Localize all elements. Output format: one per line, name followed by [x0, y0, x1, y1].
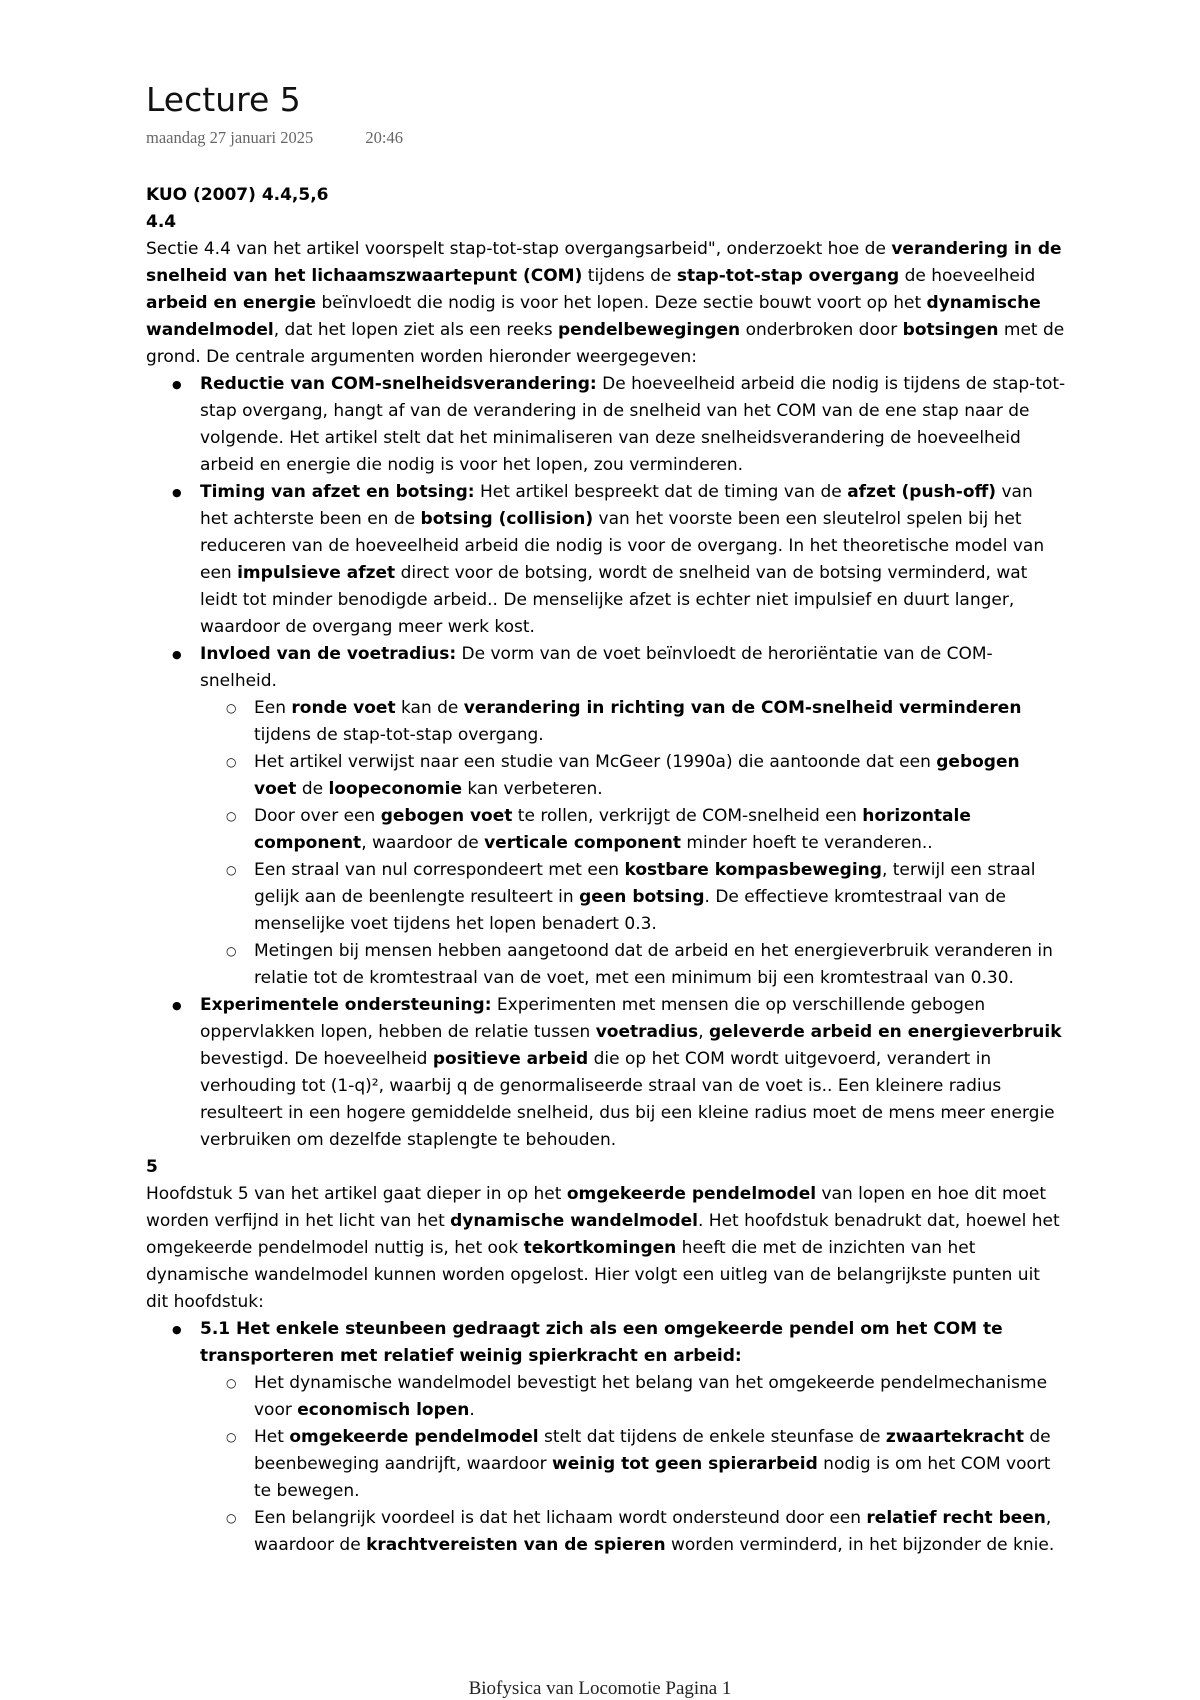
bullet-text [200, 1316, 1066, 1370]
text-run: Hoofdstuk 5 van het artikel gaat dieper in op het [146, 1184, 567, 1204]
text-run: , waardoor de [361, 833, 485, 853]
section-4-4-intro [146, 236, 1066, 371]
note-time: 20:46 [365, 128, 403, 147]
text-run: onderbroken door [740, 320, 903, 340]
bold-text: tekortkomingen [523, 1238, 677, 1258]
bold-text: ronde voet [291, 698, 396, 718]
section-4-4-bullets [146, 371, 1066, 1154]
text-run: Een belangrijk voordeel is dat het lichaam wordt ondersteund door een [254, 1508, 867, 1528]
note-date: maandag 27 januari 2025 [146, 128, 314, 147]
bold-text: gebogen voet [254, 752, 1020, 799]
text-run: , [698, 1022, 709, 1042]
sub-bullet-item [200, 695, 1066, 749]
text-run: Metingen bij mensen hebben aangetoond dat de arbeid en het energieverbruik veranderen in relatie tot de kromtestraal van de voet, met een minimum bij een kromtestraal van 0.30. [254, 941, 1053, 988]
section-5-bullets [146, 1316, 1066, 1559]
text-run: de beenbeweging aandrijft, waardoor [254, 1427, 1051, 1474]
text-run: die op het COM wordt uitgevoerd, verandert in verhouding tot (1-q)², waarbij q de genormaliseerde straal van de voet is.. Een kleinere radius resulteert in een hogere gemiddelde snelheid, dus bij een kleine radius moet de mens meer energie verbruiken om dezelfde staplengte te behouden. [200, 1049, 1055, 1150]
text-run: kan verbeteren. [461, 779, 603, 799]
bullet-item [146, 641, 1066, 992]
text-run: worden verminderd, in het bijzonder de knie. [665, 1535, 1055, 1555]
bullet-text [200, 479, 1066, 641]
bold-text: positieve arbeid [432, 1049, 589, 1069]
text-run: van het achterste been en de [200, 482, 1033, 529]
bold-text: Experimentele ondersteuning: [200, 995, 492, 1015]
bold-text: impulsieve afzet [237, 563, 396, 583]
text-run: Experimenten met mensen die op verschillende gebogen oppervlakken lopen, hebben de relatie tussen [200, 995, 986, 1042]
text-run: Het dynamische wandelmodel bevestigt het belang van het omgekeerde pendelmechanisme voor [254, 1373, 1048, 1420]
text-run: Het artikel verwijst naar een studie van McGeer (1990a) die aantoonde dat een [254, 752, 937, 772]
bold-text: kostbare kompasbeweging [624, 860, 882, 880]
bold-text: verandering in de snelheid van het lichaamszwaartepunt (COM) [146, 239, 1062, 286]
note-meta [146, 128, 1066, 154]
sub-bullet-item [200, 1370, 1066, 1424]
bold-text: botsing (collision) [420, 509, 594, 529]
bold-text: Reductie van COM-snelheidsverandering: [200, 374, 597, 394]
text-run: , waardoor de [254, 1508, 1052, 1555]
text-run: stelt dat tijdens de enkele steunfase de [538, 1427, 886, 1447]
note-page [146, 78, 1066, 1559]
section-5-intro [146, 1181, 1066, 1316]
text-run: nodig is om het COM voort te bewegen. [254, 1454, 1051, 1501]
bold-text: zwaartekracht [885, 1427, 1024, 1447]
sub-bullet-item [200, 749, 1066, 803]
bold-text: botsingen [902, 320, 999, 340]
text-run: de hoeveelheid [899, 266, 1036, 286]
page-footer: Biofysica van Locomotie Pagina 1 [468, 1678, 732, 1699]
bold-text: loopeconomie [328, 779, 462, 799]
text-run: van het voorste been een sleutelrol spelen bij het reduceren van de hoeveelheid arbeid die nodig is voor de overgang. In het theoretische model van een [200, 509, 1045, 583]
note-body [146, 182, 1066, 1559]
bold-text: geen botsing [579, 887, 705, 907]
sub-bullet-list [200, 695, 1066, 992]
bold-text: verticale component [484, 833, 682, 853]
text-run: , dat het lopen ziet als een reeks [273, 320, 558, 340]
bold-text: relatief recht been [866, 1508, 1046, 1528]
sub-bullet-item [200, 803, 1066, 857]
text-run: tijdens de stap-tot-stap overgang. [254, 725, 544, 745]
bold-text: gebogen voet [380, 806, 513, 826]
text-run: kan de [395, 698, 464, 718]
text-run: tijdens de [582, 266, 677, 286]
bullet-text [200, 992, 1066, 1154]
bullet-item [146, 371, 1066, 479]
text-run: met de grond. De centrale argumenten worden hieronder weergegeven: [146, 320, 1065, 367]
text-run: van lopen en hoe dit moet worden verfijnd in het licht van het [146, 1184, 1047, 1231]
sub-bullet-list [200, 1370, 1066, 1559]
bullet-item [146, 992, 1066, 1154]
text-run: minder hoeft te veranderen.. [681, 833, 933, 853]
bold-text: 5.1 Het enkele steunbeen gedraagt zich als een omgekeerde pendel om het COM te transporteren met relatief weinig spierkracht en arbeid: [200, 1319, 1003, 1366]
bullet-item [146, 1316, 1066, 1559]
bold-text: omgekeerde pendelmodel [566, 1184, 817, 1204]
bold-text: arbeid en energie [146, 293, 317, 313]
text-run: te rollen, verkrijgt de COM-snelheid een [512, 806, 863, 826]
bold-text: krachtvereisten van de spieren [366, 1535, 666, 1555]
sub-bullet-item [200, 857, 1066, 938]
text-run: heeft die met de inzichten van het dynamische wandelmodel kunnen worden opgelost. Hier volgt een uitleg van de belangrijkste punten uit dit hoofdstuk: [146, 1238, 1040, 1312]
sub-bullet-item [200, 1424, 1066, 1505]
section-heading-5: 5 [146, 1157, 158, 1177]
bold-text: horizontale component [254, 806, 971, 853]
text-run: . De effectieve kromtestraal van de menselijke voet tijdens het lopen benadert 0.3. [254, 887, 1006, 934]
sub-bullet-item [200, 938, 1066, 992]
text-run: Door over een [254, 806, 381, 826]
bold-text: economisch lopen [297, 1400, 470, 1420]
source-heading: KUO (2007) 4.4,5,6 [146, 185, 329, 205]
text-run: direct voor de botsing, wordt de snelheid van de botsing verminderd, wat leidt tot minder benodigde arbeid.. De menselijke afzet is echter niet impulsief en duurt langer, waardoor de overgang meer werk kost. [200, 563, 1028, 637]
text-run: Een straal van nul correspondeert met een [254, 860, 625, 880]
bold-text: verandering in richting van de COM-snelheid verminderen [463, 698, 1022, 718]
section-heading-4-4: 4.4 [146, 212, 177, 232]
text-run: Een [254, 698, 292, 718]
text-run: . [469, 1400, 475, 1420]
text-run: Sectie 4.4 van het artikel voorspelt stap-tot-stap overgangsarbeid", onderzoekt hoe de [146, 239, 892, 259]
bold-text: Timing van afzet en botsing: [200, 482, 475, 502]
bullet-item [146, 479, 1066, 641]
bold-text: omgekeerde pendelmodel [289, 1427, 539, 1447]
bold-text: geleverde arbeid en energieverbruik [709, 1022, 1062, 1042]
bold-text: afzet (push-off) [847, 482, 997, 502]
text-run: Het [254, 1427, 290, 1447]
bold-text: weinig tot geen spierarbeid [552, 1454, 818, 1474]
text-run: beïnvloedt die nodig is voor het lopen. Deze sectie bouwt voort op het [316, 293, 927, 313]
bold-text: stap-tot-stap overgang [676, 266, 900, 286]
text-run: Het artikel bespreekt dat de timing van de [474, 482, 848, 502]
bold-text: pendelbewegingen [558, 320, 741, 340]
bold-text: dynamische wandelmodel [450, 1211, 698, 1231]
text-run: De hoeveelheid arbeid die nodig is tijdens de stap-tot-stap overgang, hangt af van de verandering in de snelheid van het COM van de ene stap naar de volgende. Het artikel stelt dat het minimaliseren van deze snelheidsverandering de hoeveelheid arbeid en energie die nodig is voor het lopen, zou verminderen. [200, 374, 1066, 475]
bold-text: voetradius [595, 1022, 699, 1042]
text-run: , terwijl een straal gelijk aan de beenlengte resulteert in [254, 860, 1036, 907]
text-run: . Het hoofdstuk benadrukt dat, hoewel het omgekeerde pendelmodel nuttig is, het ook [146, 1211, 1060, 1258]
text-run: De vorm van de voet beïnvloedt de heroriëntatie van de COM-snelheid. [200, 644, 993, 691]
bullet-text [200, 641, 1066, 695]
text-run: de [296, 779, 329, 799]
bullet-text [200, 371, 1066, 479]
bold-text: Invloed van de voetradius: [200, 644, 457, 664]
bold-text: dynamische wandelmodel [146, 293, 1041, 340]
page-title: Lecture 5 [146, 80, 301, 119]
sub-bullet-item [200, 1505, 1066, 1559]
text-run: bevestigd. De hoeveelheid [200, 1049, 433, 1069]
